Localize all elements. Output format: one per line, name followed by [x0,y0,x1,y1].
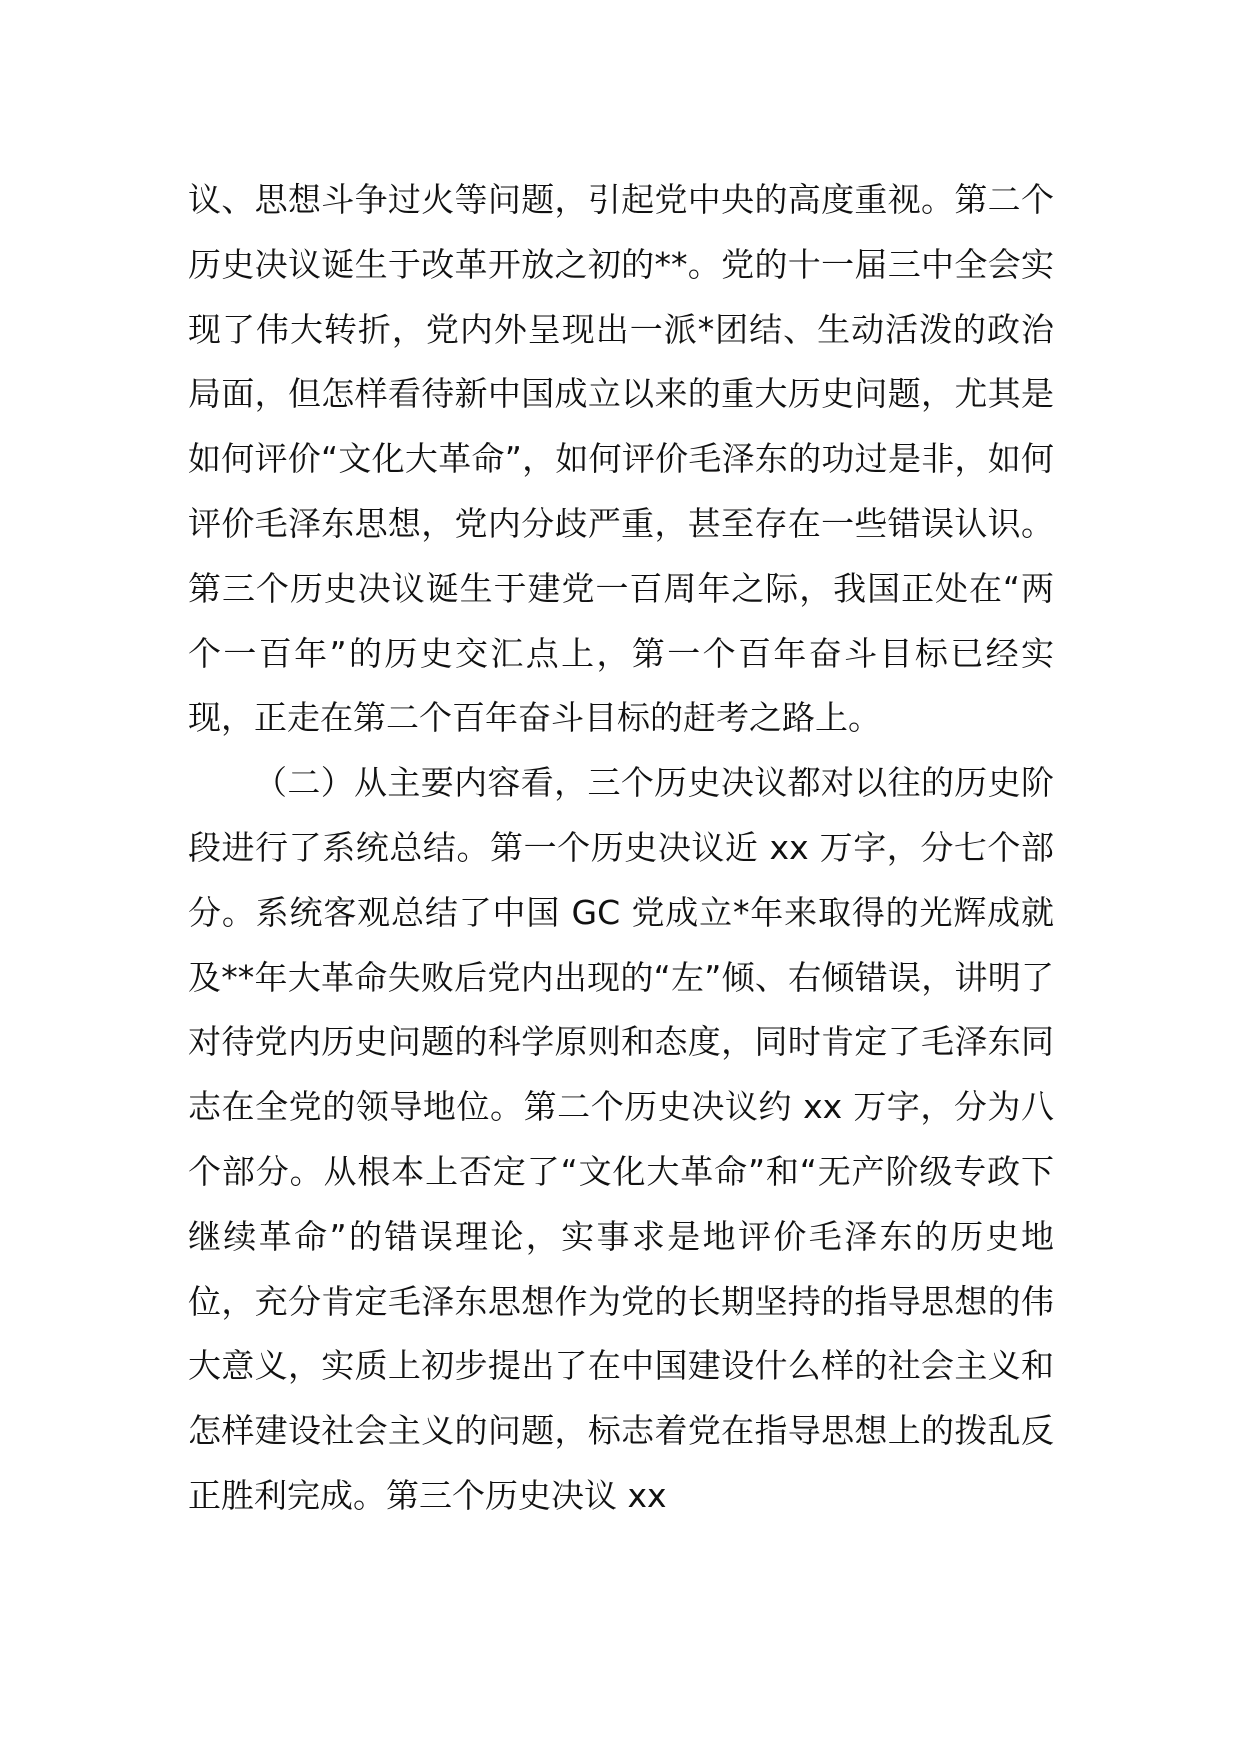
document-body [188,168,1054,1529]
paragraph-continued: 议、思想斗争过火等问题，引起党中央的高度重视。第二个历史决议诞生于改革开放之初的**。党的十一届三中全会实现了伟大转折，党内外呈现出一派*团结、生动活泼的政治局面，但怎样看待新中国成立以来的重大历史问题，尤其是如何评价“文化大革命”，如何评价毛泽东的功过是非，如何评价毛泽东思想，党内分歧严重，甚至存在一些错误认识。第三个历史决议诞生于建党一百周年之际，我国正处在“两个一百年”的历史交汇点上，第一个百年奋斗目标已经实现，正走在第二个百年奋斗目标的赶考之路上。 [188,180,1054,738]
paragraph-section-two: （二）从主要内容看，三个历史决议都对以往的历史阶段进行了系统总结。第一个历史决议近 xx 万字，分七个部分。系统客观总结了中国 GC 党成立*年来取得的光辉成就及**年大革命失败后党内出现的“左”倾、右倾错误，讲明了对待党内历史问题的科学原则和态度，同时肯定了毛泽东同志在全党的领导地位。第二个历史决议约 xx 万字，分为八个部分。从根本上否定了“文化大革命”和“无产阶级专政下继续革命”的错误理论，实事求是地评价毛泽东的历史地位，充分肯定毛泽东思想作为党的长期坚持的指导思想的伟大意义，实质上初步提出了在中国建设什么样的社会主义和怎样建设社会主义的问题，标志着党在指导思想上的拨乱反正胜利完成。第三个历史决议 xx [188,763,1054,1515]
